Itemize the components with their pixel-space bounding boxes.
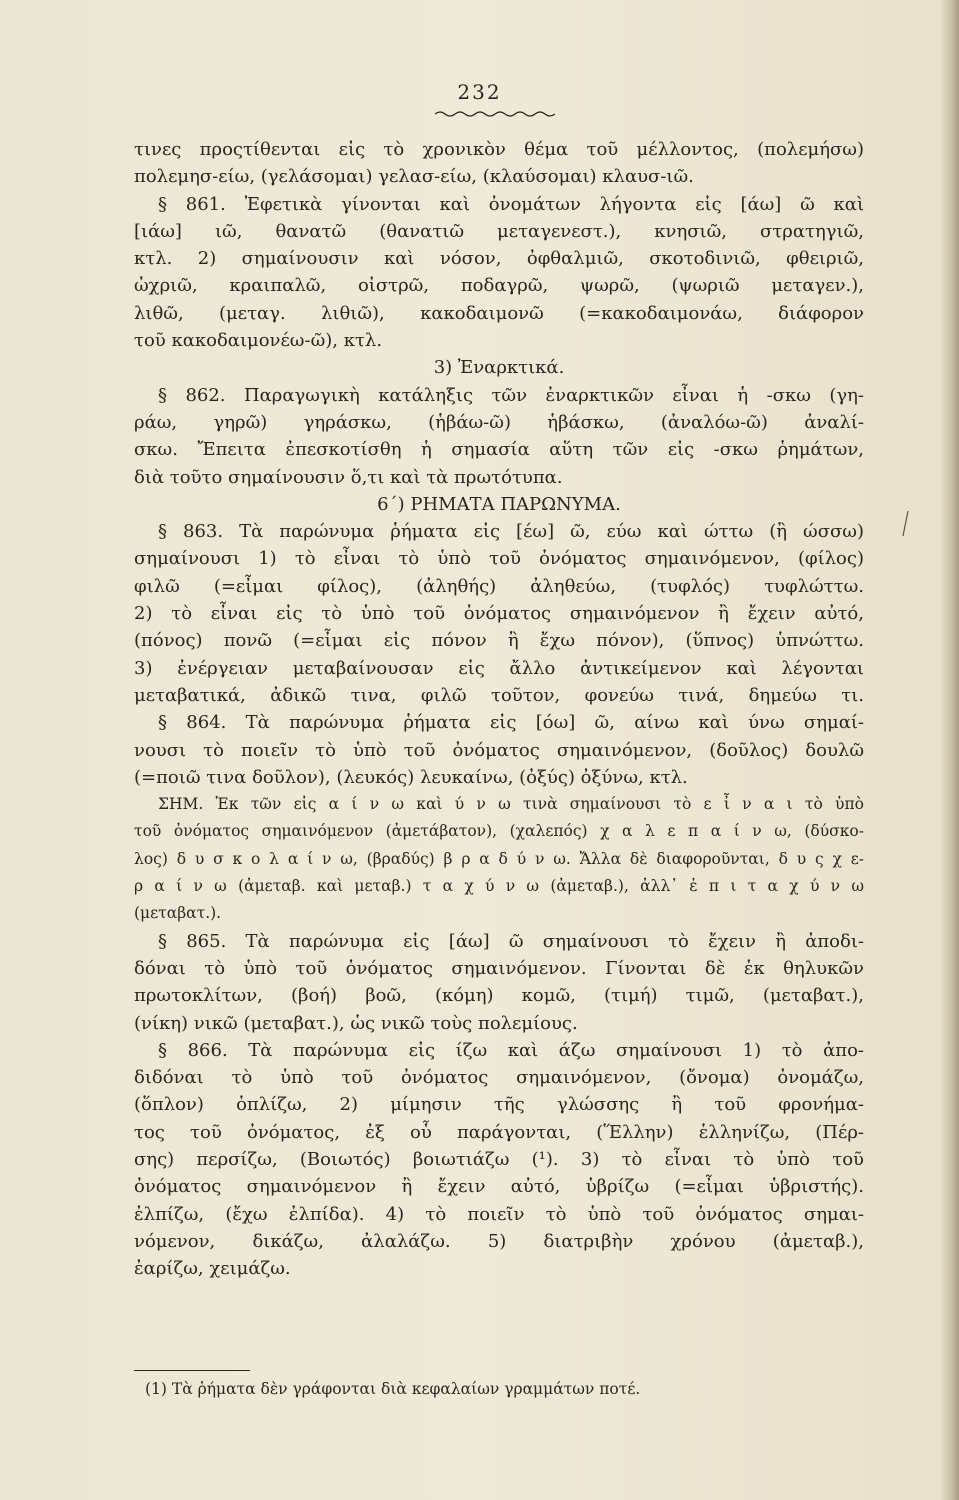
footnote-rule — [134, 1370, 250, 1371]
footnote: (1) Τὰ ῥήματα δὲν γράφονται διὰ κεφαλαίων γραμμάτων ποτέ. — [145, 1380, 641, 1398]
text-line: 2) τὸ εἶναι εἰς τὸ ὑπὸ τοῦ ὀνόματος σημαινόμενον ἢ ἔχειν αὐτό, — [134, 603, 864, 625]
text-line: [ιάω] ιῶ, θανατῶ (θανατιῶ μεταγενεστ.), κνησιῶ, στρατηγιῶ, — [134, 220, 864, 242]
text-line: § 864. Τὰ παρώνυμα ῥήματα εἰς [όω] ῶ, αίνω καὶ ύνω σημαί- — [158, 712, 864, 734]
text-line: πρωτοκλίτων, (βοή) βοῶ, (κόμη) κομῶ, (τιμή) τιμῶ, (μεταβατ.), — [134, 985, 864, 1007]
text-line: ἐλπίζω, (ἔχω ἐλπίδα). 4) τὸ ποιεῖν τὸ ὑπὸ τοῦ ὀνόματος σημαι- — [134, 1203, 864, 1225]
margin-pencil-mark — [900, 510, 910, 538]
text-line: κτλ. 2) σημαίνουσιν καὶ νόσον, ὀφθαλμιῶ, σκοτοδινιῶ, φθειριῶ, — [134, 248, 864, 270]
body-text — [134, 136, 864, 1282]
note-line: λος) δ υ σ κ ο λ α ί ν ω, (βραδύς) β ρ α δ ύ ν ω. Ἄλλα δὲ διαφοροῦνται, δ υ ς χ ε- — [134, 849, 864, 868]
text-line: τος τοῦ ὀνόματος, ἐξ οὗ παράγονται, (Ἕλλην) ἑλληνίζω, (Πέρ- — [134, 1121, 864, 1143]
text-line: (=ποιῶ τινα δοῦλον), (λευκός) λευκαίνω, (ὀξύς) ὀξύνω, κτλ. — [134, 766, 688, 788]
text-line: § 862. Παραγωγικὴ κατάληξις τῶν ἐναρκτικῶν εἶναι ἡ -σκω (γη- — [158, 384, 864, 406]
note-line: (μεταβατ.). — [134, 904, 222, 923]
text-line: λιθῶ, (μεταγ. λιθιῶ), κακοδαιμονῶ (=κακοδαιμονάω, διάφορον — [134, 302, 864, 324]
page-edge — [941, 0, 959, 1500]
note-line: ΣΗΜ. Ἐκ τῶν εἰς α ί ν ω καὶ ύ ν ω τινὰ σημαίνουσι τὸ ε ἶ ν α ι τὸ ὑπὸ — [158, 795, 864, 814]
text-line: (νίκη) νικῶ (μεταβατ.), ὡς νικῶ τοὺς πολεμίους. — [134, 1012, 578, 1034]
note-line: τοῦ ὀνόματος σημαινόμενον (ἀμετάβατον), (χαλεπός) χ α λ ε π α ί ν ω, (δύσκο- — [134, 822, 864, 841]
text-line: ἐαρίζω, χειμάζω. — [134, 1258, 291, 1280]
text-line: τοῦ κακοδαιμονέω-ῶ), κτλ. — [134, 330, 383, 352]
text-line: φιλῶ (=εἶμαι φίλος), (ἀληθής) ἀληθεύω, (τυφλός) τυφλώττω. — [134, 575, 864, 597]
text-line: τινες προςτίθενται εἰς τὸ χρονικὸν θέμα τοῦ μέλλοντος, (πολεμήσω) — [134, 139, 864, 160]
text-line: (πόνος) πονῶ (=εἶμαι εἰς πόνον ἢ ἔχω πόνον), (ὕπνος) ὑπνώττω. — [134, 630, 864, 652]
wavy-ornament — [435, 110, 555, 118]
text-line: § 866. Τὰ παρώνυμα εἰς ίζω καὶ άζω σημαίνουσι 1) τὸ ἀπο- — [158, 1039, 864, 1061]
text-line: δόναι τὸ ὑπὸ τοῦ ὀνόματος σημαινόμενον. Γίνονται δὲ ἐκ θηλυκῶν — [134, 957, 864, 979]
text-line: σημαίνουσι 1) τὸ εἶναι τὸ ὑπὸ τοῦ ὀνόματος σημαινόμενον, (φίλος) — [134, 548, 864, 570]
text-line: μεταβατικά, ἀδικῶ τινα, φιλῶ τοῦτον, φονεύω τινά, δημεύω τι. — [134, 684, 864, 706]
text-line: ὀνόματος σημαινόμενον ἢ ἔχειν αὐτό, ὑβρίζω (=εἶμαι ὑβριστής). — [134, 1176, 864, 1198]
text-line: 3) ἐνέργειαν μεταβαίνουσαν εἰς ἄλλο ἀντικείμενον καὶ λέγονται — [134, 657, 864, 679]
text-line: § 865. Τὰ παρώνυμα εἰς [άω] ῶ σημαίνουσι τὸ ἔχειν ἢ ἀποδι- — [158, 930, 864, 952]
text-line: § 863. Τὰ παρώνυμα ῥήματα εἰς [έω] ῶ, εύω καὶ ώττω (ἢ ώσσω) — [158, 521, 864, 543]
text-line: πολεμησ-είω, (γελάσομαι) γελασ-είω, (κλαύσομαι) κλαυσ-ιῶ. — [134, 166, 694, 188]
text-line: (ὅπλον) ὁπλίζω, 2) μίμησιν τῆς γλώσσης ἢ τοῦ φρονήμα- — [134, 1094, 864, 1116]
text-line: ὠχριῶ, κραιπαλῶ, οἰστρῶ, ποδαγρῶ, ψωρῶ, (ψωριῶ μεταγεν.), — [134, 275, 864, 297]
note-line: ρ α ί ν ω (ἀμεταβ. καὶ μεταβ.) τ α χ ύ ν ω (ἀμεταβ.), ἀλλ᾽ ἐ π ι τ α χ ύ ν ω — [134, 877, 864, 896]
page-number: 232 — [457, 80, 502, 104]
text-line: νουσι τὸ ποιεῖν τὸ ὑπὸ τοῦ ὀνόματος σημαινόμενον, (δοῦλος) δουλῶ — [134, 739, 864, 761]
text-line: νόμενον, δικάζω, ἀλαλάζω. 5) διατριβὴν χρόνου (ἀμεταβ.), — [134, 1230, 864, 1252]
text-line: διὰ τοῦτο σημαίνουσιν ὅ,τι καὶ τὰ πρωτότυπα. — [134, 466, 563, 488]
text-line: ράω, γηρῶ) γηράσκω, (ἡβάω-ῶ) ἡβάσκω, (ἀναλόω-ῶ) ἀναλί- — [134, 411, 864, 433]
text-line: σης) περσίζω, (Βοιωτός) βοιωτιάζω (¹). 3) τὸ εἶναι τὸ ὑπὸ τοῦ — [134, 1148, 864, 1170]
text-line: § 861. Ἐφετικὰ γίνονται καὶ ὀνομάτων λήγοντα εἰς [άω] ῶ καὶ — [158, 193, 864, 215]
text-line: διδόναι τὸ ὑπὸ τοῦ ὀνόματος σημαινόμενον, (ὄνομα) ὀνομάζω, — [134, 1067, 864, 1089]
section-heading: 6΄) ΡΗΜΑΤΑ ΠΑΡΩΝΥΜΑ. — [377, 493, 621, 515]
section-heading: 3) Ἐναρκτικά. — [433, 357, 565, 379]
text-line: σκω. Ἔπειτα ἐπεσκοτίσθη ἡ σημασία αὕτη τῶν εἰς -σκω ῥημάτων, — [134, 439, 864, 461]
